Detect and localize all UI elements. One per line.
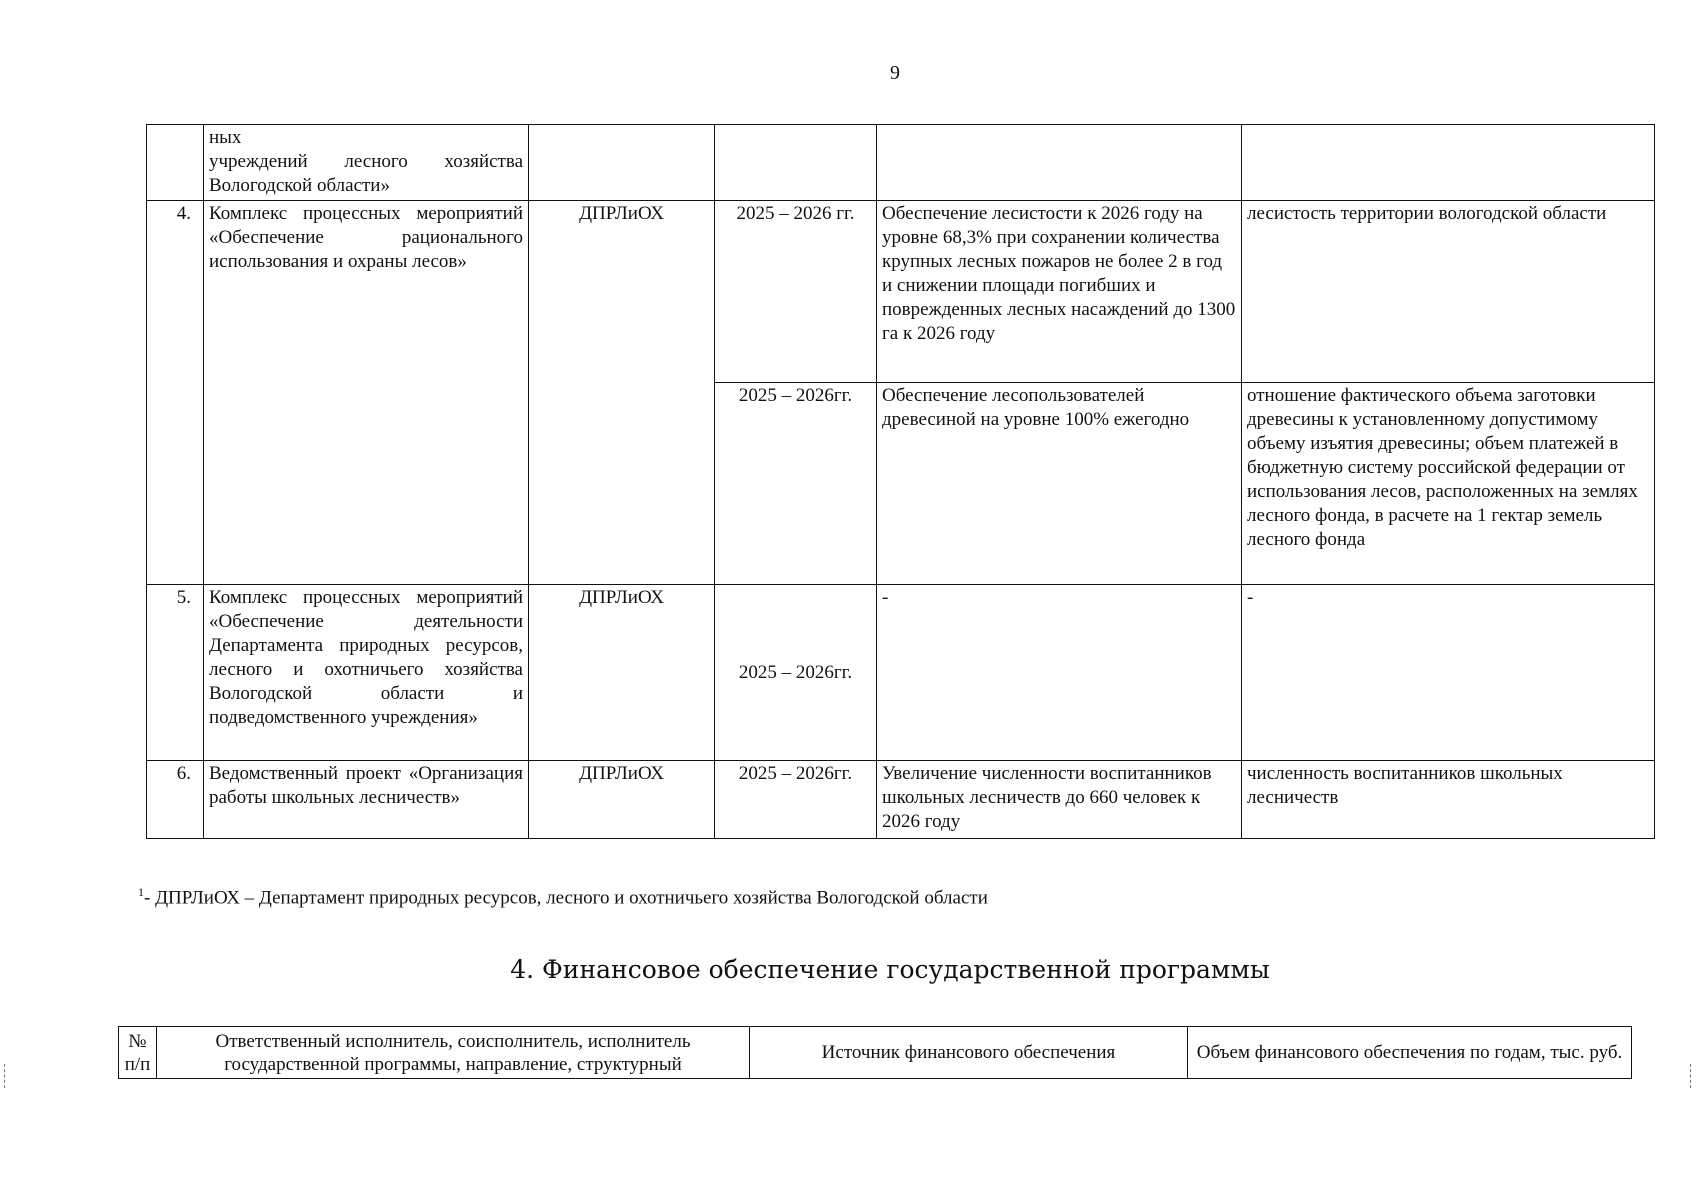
row-number: 4.	[147, 201, 204, 585]
header-num: № п/п	[119, 1027, 157, 1079]
row-period: 2025 – 2026гг.	[715, 383, 877, 585]
row-number: 5.	[147, 585, 204, 761]
scan-edge-mark-left	[4, 1064, 8, 1088]
row-indicator: численность воспитанников школьных лесничеств	[1242, 761, 1655, 839]
row-name: Комплекс процессных мероприятий «Обеспечение деятельности Департамента природных ресурсов, лесного и охотничьего хозяйства Вологодской области и подведомственного учреждения»	[204, 585, 529, 761]
row-period	[715, 125, 877, 201]
row-name: Ведомственный проект «Организация работы школьных лесничеств»	[204, 761, 529, 839]
page-number: 9	[890, 62, 900, 84]
row-indicator: лесистость территории вологодской области	[1242, 201, 1655, 383]
row-executor: ДПРЛиОХ	[529, 761, 715, 839]
table-row	[147, 585, 1655, 761]
row-result: Обеспечение лесопользователей древесиной на уровне 100% ежегодно	[877, 383, 1242, 585]
scan-edge-mark-right	[1690, 1064, 1694, 1088]
row-period: 2025 – 2026гг.	[715, 761, 877, 839]
row-result: Увеличение численности воспитанников школьных лесничеств до 660 человек к 2026 году	[877, 761, 1242, 839]
footnote	[138, 880, 988, 910]
table-row	[147, 761, 1655, 839]
row-executor	[529, 125, 715, 201]
row-indicator: отношение фактического объема заготовки древесины к установленному допустимому объему изъятия древесины; объем платежей в бюджетную систему российской федерации от использования лесов, расположенных на землях лесного фонда, в расчете на 1 гектар земель лесного фонда	[1242, 383, 1655, 585]
row-number	[147, 125, 204, 201]
row-executor: ДПРЛиОХ	[529, 201, 715, 585]
table-row	[147, 201, 1655, 383]
row-period: 2025 – 2026гг.	[715, 585, 877, 761]
row-name: Комплекс процессных мероприятий «Обеспечение рационального использования и охраны лесов»	[204, 201, 529, 585]
header-executor: Ответственный исполнитель, соисполнитель, исполнитель государственной программы, направление, структурный	[157, 1027, 750, 1079]
table-row	[147, 125, 1655, 201]
header-source: Источник финансового обеспечения	[750, 1027, 1188, 1079]
financing-table	[118, 1026, 1632, 1079]
section-title: 4. Финансовое обеспечение государственной программы	[510, 955, 1270, 984]
row-name: ных учреждений лесного хозяйства Вологодской области»	[204, 125, 529, 201]
row-indicator: -	[1242, 585, 1655, 761]
header-volume: Объем финансового обеспечения по годам, тыс. руб.	[1188, 1027, 1632, 1079]
row-executor: ДПРЛиОХ	[529, 585, 715, 761]
footnote-mark: 1	[138, 885, 144, 899]
programs-table	[146, 124, 1655, 839]
row-number: 6.	[147, 761, 204, 839]
row-indicator	[1242, 125, 1655, 201]
table-header-row	[119, 1027, 1632, 1079]
row-result: -	[877, 585, 1242, 761]
row-result	[877, 125, 1242, 201]
footnote-text: - ДПРЛиОХ – Департамент природных ресурсов, лесного и охотничьего хозяйства Вологодской области	[144, 887, 988, 909]
row-period: 2025 – 2026 гг.	[715, 201, 877, 383]
row-result: Обеспечение лесистости к 2026 году на уровне 68,3% при сохранении количества крупных лесных пожаров не более 2 в год и снижении площади погибших и поврежденных лесных насаждений до 1300 га к 2026 году	[877, 201, 1242, 383]
